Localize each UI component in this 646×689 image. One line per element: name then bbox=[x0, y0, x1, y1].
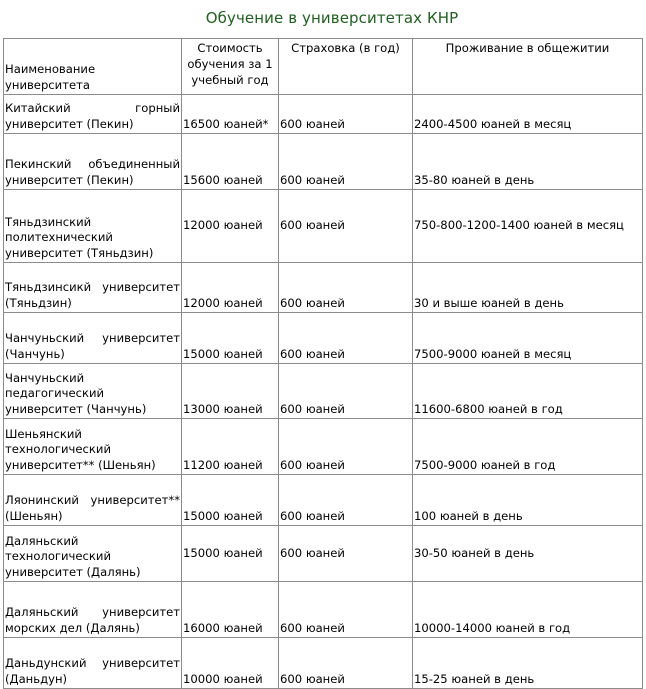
page-title: Обучение в университетах КНР bbox=[205, 9, 459, 27]
tuition-cell: 13000 юаней bbox=[182, 364, 279, 419]
insurance-cell: 600 юаней bbox=[279, 526, 413, 582]
insurance-cell: 600 юаней bbox=[279, 419, 413, 475]
table-row bbox=[4, 263, 643, 313]
housing-cell: 7500-9000 юаней в месяц bbox=[413, 313, 643, 364]
table-row bbox=[4, 475, 643, 526]
tuition-cell: 11200 юаней bbox=[182, 419, 279, 475]
header-tuition: Стоимость обучения за 1 учебный год bbox=[182, 39, 279, 95]
insurance-cell: 600 юаней bbox=[279, 313, 413, 364]
university-name-cell: Чанчуньский педагогический университет (Чанчунь) bbox=[4, 364, 182, 419]
university-name-cell: Тяньдзинский политехнический университет (Тяньдзин) bbox=[4, 190, 182, 263]
table-row bbox=[4, 638, 643, 689]
tuition-cell: 10000 юаней bbox=[182, 638, 279, 689]
housing-cell: 11600-6800 юаней в год bbox=[413, 364, 643, 419]
housing-cell: 100 юаней в день bbox=[413, 475, 643, 526]
universities-table bbox=[3, 38, 643, 689]
insurance-cell: 600 юаней bbox=[279, 95, 413, 134]
header-university-name: Наименование университета bbox=[4, 39, 182, 95]
housing-cell: 7500-9000 юаней в год bbox=[413, 419, 643, 475]
tuition-cell: 16000 юаней bbox=[182, 582, 279, 638]
insurance-cell: 600 юаней bbox=[279, 190, 413, 263]
university-name-cell: Пекинский объединенный университет (Пекин) bbox=[4, 134, 182, 190]
header-housing: Проживание в общежитии bbox=[413, 39, 643, 95]
insurance-cell: 600 юаней bbox=[279, 582, 413, 638]
university-name-cell: Чанчуньский университет (Чанчунь) bbox=[4, 313, 182, 364]
housing-cell: 2400-4500 юаней в месяц bbox=[413, 95, 643, 134]
university-name-cell: Шеньянский технологический университет** (Шеньян) bbox=[4, 419, 182, 475]
university-name-cell: Даляньский технологический университет (Далянь) bbox=[4, 526, 182, 582]
university-name-cell: Ляонинский университет** (Шеньян) bbox=[4, 475, 182, 526]
insurance-cell: 600 юаней bbox=[279, 475, 413, 526]
university-name-cell: Даньдунский университет (Даньдун) bbox=[4, 638, 182, 689]
table-row bbox=[4, 526, 643, 582]
table-row bbox=[4, 134, 643, 190]
table-header-row bbox=[4, 39, 643, 95]
housing-cell: 30-50 юаней в день bbox=[413, 526, 643, 582]
tuition-cell: 15600 юаней bbox=[182, 134, 279, 190]
university-name-cell: Тяньдзинсикй университет (Тяньдзин) bbox=[4, 263, 182, 313]
insurance-cell: 600 юаней bbox=[279, 134, 413, 190]
tuition-cell: 12000 юаней bbox=[182, 263, 279, 313]
tuition-cell: 15000 юаней bbox=[182, 475, 279, 526]
table-row bbox=[4, 190, 643, 263]
table-row bbox=[4, 582, 643, 638]
table-row bbox=[4, 95, 643, 134]
table-row bbox=[4, 419, 643, 475]
table-row bbox=[4, 364, 643, 419]
table-row bbox=[4, 313, 643, 364]
header-insurance: Страховка (в год) bbox=[279, 39, 413, 95]
housing-cell: 15-25 юаней в день bbox=[413, 638, 643, 689]
university-name-cell: Китайский горный университет (Пекин) bbox=[4, 95, 182, 134]
tuition-cell: 15000 юаней bbox=[182, 313, 279, 364]
tuition-cell: 16500 юаней* bbox=[182, 95, 279, 134]
tuition-cell: 15000 юаней bbox=[182, 526, 279, 582]
housing-cell: 10000-14000 юаней в год bbox=[413, 582, 643, 638]
housing-cell: 35-80 юаней в день bbox=[413, 134, 643, 190]
insurance-cell: 600 юаней bbox=[279, 263, 413, 313]
university-name-cell: Даляньский университет морских дел (Далянь) bbox=[4, 582, 182, 638]
insurance-cell: 600 юаней bbox=[279, 638, 413, 689]
tuition-cell: 12000 юаней bbox=[182, 190, 279, 263]
insurance-cell: 600 юаней bbox=[279, 364, 413, 419]
housing-cell: 750-800-1200-1400 юаней в месяц bbox=[413, 190, 643, 263]
housing-cell: 30 и выше юаней в день bbox=[413, 263, 643, 313]
